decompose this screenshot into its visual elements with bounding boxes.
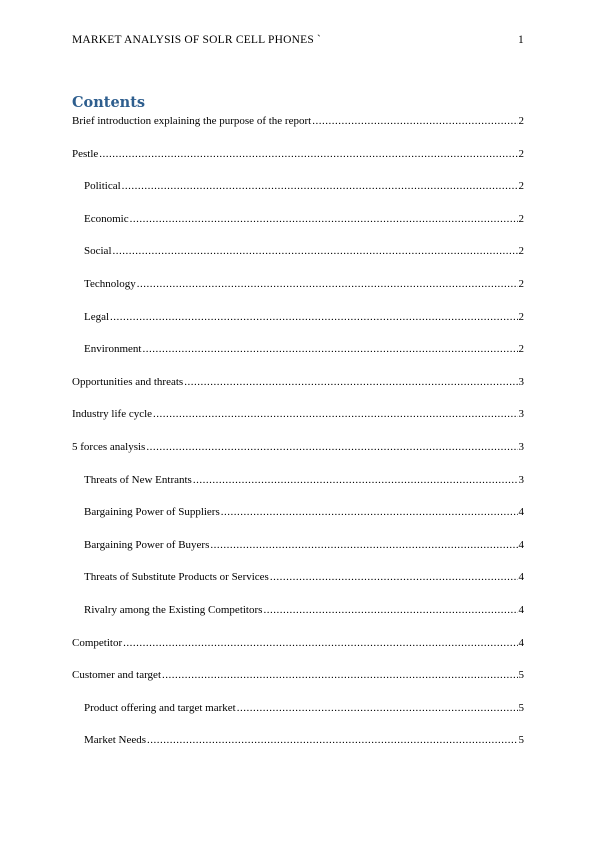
toc-entry[interactable] <box>72 668 524 682</box>
toc-entry-page: 2 <box>518 310 524 323</box>
toc-entry-label: 5 forces analysis <box>72 441 146 453</box>
toc-entry-label: Opportunities and threats <box>72 375 184 388</box>
toc-leader-dots <box>312 114 517 128</box>
header-title: MARKET ANALYSIS OF SOLR CELL PHONES ` <box>72 34 322 46</box>
toc-entry-label: Threats of New Entrants <box>84 473 192 486</box>
toc-leader-dots <box>221 505 518 519</box>
toc-entry-label: Market Needs <box>84 734 147 747</box>
toc-entry-page: 2 <box>518 245 524 258</box>
toc-leader-dots <box>237 701 518 715</box>
toc-entry-page: 3 <box>518 473 524 486</box>
toc-leader-dots <box>99 147 517 161</box>
toc-entry-page: 5 <box>518 734 524 747</box>
toc-entry-label: Bargaining Power of Buyers <box>84 538 210 551</box>
toc-leader-dots <box>123 636 517 650</box>
toc-entry[interactable] <box>84 277 524 291</box>
toc-entry[interactable] <box>84 212 524 226</box>
toc-entry-label: Pestle <box>72 147 99 160</box>
toc-entry-page: 4 <box>518 506 524 519</box>
toc-entry-page: 4 <box>518 538 524 551</box>
page-header <box>72 34 524 46</box>
toc-entry-label: Technology <box>84 278 136 290</box>
toc-entry-page: 3 <box>518 441 524 453</box>
toc-entry-page: 4 <box>518 604 524 616</box>
toc-leader-dots <box>162 668 518 682</box>
toc-entry[interactable] <box>84 733 524 747</box>
toc-entry-page: 2 <box>518 115 524 127</box>
toc-entry[interactable] <box>84 342 524 356</box>
toc-leader-dots <box>137 277 518 291</box>
toc-entry-page: 2 <box>518 212 524 225</box>
toc-leader-dots <box>110 310 517 324</box>
toc-entry[interactable] <box>84 701 524 715</box>
toc-entry-page: 4 <box>518 571 524 584</box>
toc-entry-label: Rivalry among the Existing Competitors <box>84 604 263 616</box>
toc-entry[interactable] <box>84 538 524 552</box>
toc-entry-page: 3 <box>518 408 524 421</box>
toc-entry-label: Industry life cycle <box>72 408 153 421</box>
toc-entry[interactable] <box>84 179 524 193</box>
toc-leader-dots <box>270 570 518 584</box>
toc-entry-label: Social <box>84 245 112 258</box>
toc-entry[interactable] <box>84 603 524 617</box>
toc-entry[interactable] <box>72 114 524 128</box>
toc-leader-dots <box>122 179 518 193</box>
toc-entry-page: 4 <box>518 636 524 649</box>
toc-entry-page: 3 <box>518 375 524 388</box>
toc-entry[interactable] <box>84 244 524 258</box>
toc-entry-page: 2 <box>518 278 524 290</box>
toc-leader-dots <box>210 538 517 552</box>
toc-entry[interactable] <box>72 375 524 389</box>
toc-entry-label: Competitor <box>72 636 123 649</box>
page-number: 1 <box>518 34 524 46</box>
toc-entry-label: Bargaining Power of Suppliers <box>84 506 220 519</box>
toc-entry-label: Environment <box>84 343 142 356</box>
toc-entry[interactable] <box>72 407 524 421</box>
toc-leader-dots <box>147 733 517 747</box>
toc-entry-label: Legal <box>84 310 110 323</box>
toc-entry[interactable] <box>72 147 524 161</box>
contents-heading: Contents <box>72 94 146 111</box>
toc-leader-dots <box>193 473 518 487</box>
toc-leader-dots <box>146 440 517 454</box>
toc-entry-label: Threats of Substitute Products or Services <box>84 571 269 584</box>
toc-leader-dots <box>142 342 517 356</box>
toc-leader-dots <box>263 603 517 617</box>
toc-leader-dots <box>153 407 517 421</box>
toc-entry-page: 5 <box>518 701 524 714</box>
toc-leader-dots <box>113 244 518 258</box>
toc-entry[interactable] <box>84 505 524 519</box>
toc-leader-dots <box>130 212 518 226</box>
toc-entry-page: 5 <box>518 669 524 682</box>
toc-entry-label: Brief introduction explaining the purpose of the report <box>72 115 312 127</box>
toc-entry-label: Economic <box>84 212 129 225</box>
toc-entry-page: 2 <box>518 180 524 193</box>
toc-entry-label: Product offering and target market <box>84 701 236 714</box>
toc-entry[interactable] <box>84 473 524 487</box>
toc-entry[interactable] <box>84 570 524 584</box>
toc-entry[interactable] <box>72 636 524 650</box>
toc-entry-label: Political <box>84 180 121 193</box>
toc-entry[interactable] <box>72 440 524 454</box>
toc-entry[interactable] <box>84 310 524 324</box>
toc-entry-label: Customer and target <box>72 669 161 682</box>
toc-entry-page: 2 <box>518 343 524 356</box>
toc-entry-page: 2 <box>518 147 524 160</box>
toc-leader-dots <box>184 375 517 389</box>
